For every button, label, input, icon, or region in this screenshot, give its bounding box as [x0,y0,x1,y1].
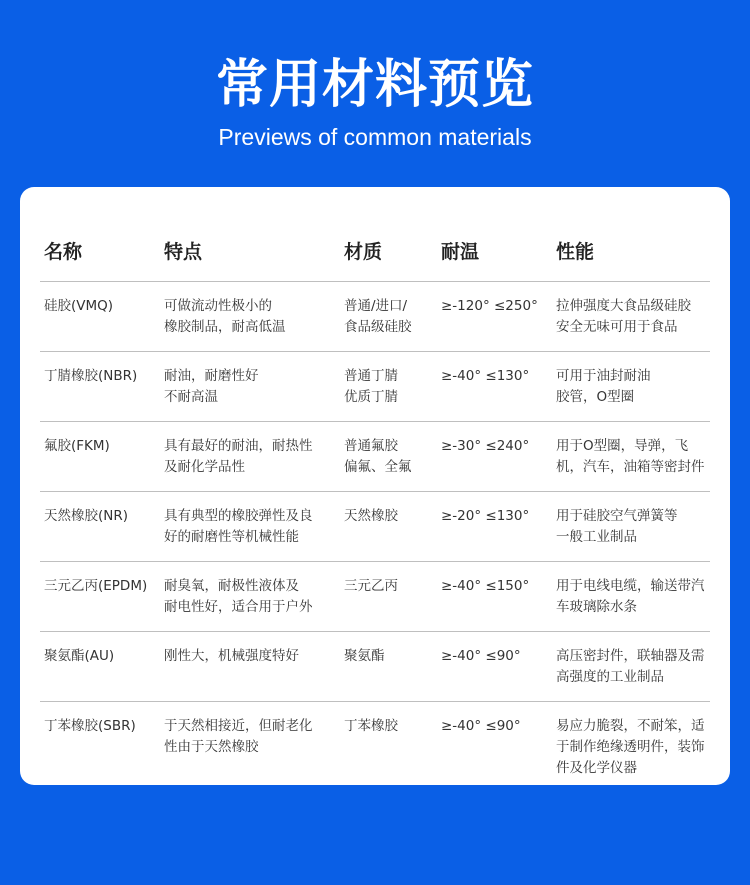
materials-card [20,187,730,785]
cell-features: 耐臭氧，耐极性液体及 耐电性好，适合用于户外 [160,562,340,632]
table-row [40,702,710,786]
table-row [40,422,710,492]
column-header-features: 特点 [160,219,340,282]
cell-performance: 用于电线电缆，输送带汽 车玻璃除水条 [552,562,710,632]
column-header-name: 名称 [40,219,160,282]
cell-features: 可做流动性极小的 橡胶制品，耐高低温 [160,282,340,352]
page-subtitle: Previews of common materials [218,124,532,150]
cell-name: 聚氨酯(AU) [40,632,160,702]
cell-name: 氟胶(FKM) [40,422,160,492]
column-header-temperature: 耐温 [437,219,552,282]
cell-material: 丁苯橡胶 [340,702,437,786]
table-row [40,632,710,702]
cell-temperature: ≥-20° ≤130° [437,492,552,562]
cell-performance: 拉伸强度大食品级硅胶 安全无味可用于食品 [552,282,710,352]
cell-material: 三元乙丙 [340,562,437,632]
cell-temperature: ≥-40° ≤90° [437,632,552,702]
table-header-row [40,219,710,282]
cell-material: 聚氨酯 [340,632,437,702]
materials-table [40,219,710,785]
cell-temperature: ≥-40° ≤130° [437,352,552,422]
cell-material: 普通氟胶 偏氟、全氟 [340,422,437,492]
cell-name: 丁苯橡胶(SBR) [40,702,160,786]
cell-features: 具有典型的橡胶弹性及良 好的耐磨性等机械性能 [160,492,340,562]
cell-features: 刚性大，机械强度特好 [160,632,340,702]
cell-performance: 高压密封件，联轴器及需 高强度的工业制品 [552,632,710,702]
page-header [0,0,750,190]
cell-name: 天然橡胶(NR) [40,492,160,562]
cell-material: 普通/进口/ 食品级硅胶 [340,282,437,352]
cell-name: 丁腈橡胶(NBR) [40,352,160,422]
column-header-performance: 性能 [552,219,710,282]
cell-name: 三元乙丙(EPDM) [40,562,160,632]
table-row [40,492,710,562]
cell-material: 普通丁腈 优质丁腈 [340,352,437,422]
table-row [40,352,710,422]
column-header-material: 材质 [340,219,437,282]
page-title: 常用材料预览 [215,55,534,115]
cell-temperature: ≥-30° ≤240° [437,422,552,492]
cell-performance: 可用于油封耐油 胶管，O型圈 [552,352,710,422]
cell-temperature: ≥-40° ≤150° [437,562,552,632]
table-row [40,282,710,352]
cell-performance: 易应力脆裂，不耐笨，适 于制作绝缘透明件，装饰 件及化学仪器 [552,702,710,786]
cell-performance: 用于O型圈，导弹，飞 机，汽车，油箱等密封件 [552,422,710,492]
cell-features: 于天然相接近，但耐老化 性由于天然橡胶 [160,702,340,786]
cell-performance: 用于硅胶空气弹簧等 一般工业制品 [552,492,710,562]
cell-material: 天然橡胶 [340,492,437,562]
cell-features: 耐油，耐磨性好 不耐高温 [160,352,340,422]
cell-features: 具有最好的耐油，耐热性 及耐化学品性 [160,422,340,492]
cell-name: 硅胶(VMQ) [40,282,160,352]
table-row [40,562,710,632]
cell-temperature: ≥-120° ≤250° [437,282,552,352]
cell-temperature: ≥-40° ≤90° [437,702,552,786]
